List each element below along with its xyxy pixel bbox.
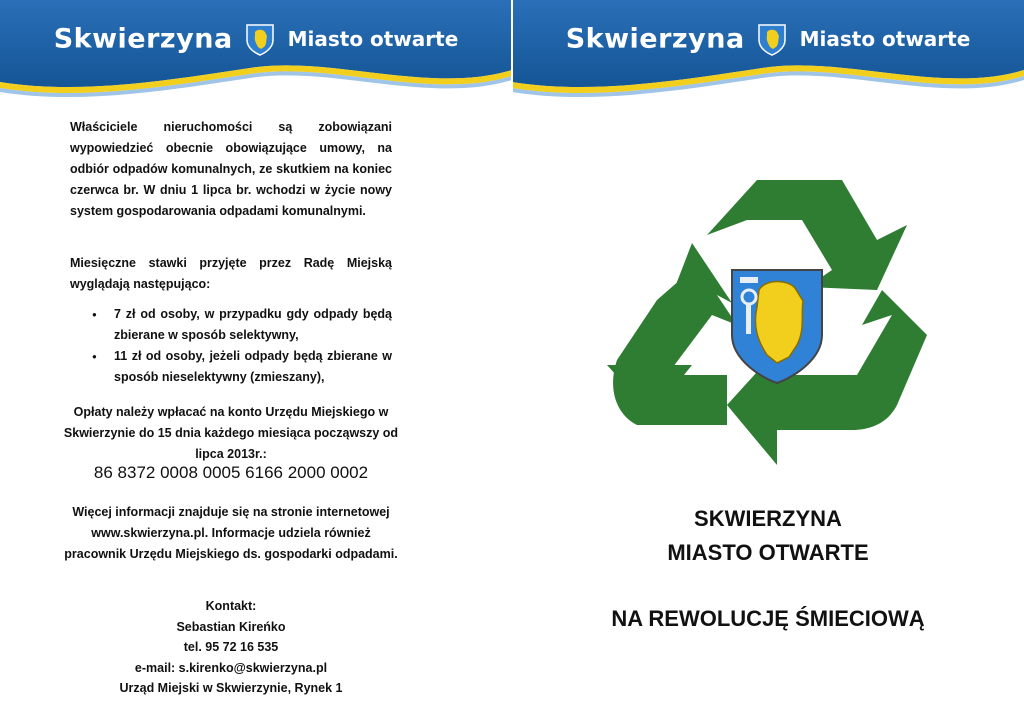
contact-phone: tel. 95 72 16 535 bbox=[183, 640, 279, 654]
banner-motto: Miasto otwarte bbox=[799, 27, 971, 51]
banner-motto: Miasto otwarte bbox=[287, 27, 459, 51]
title-line-1: SKWIERZYNA bbox=[694, 506, 842, 531]
page-divider bbox=[511, 0, 513, 725]
brochure-title bbox=[512, 502, 1024, 570]
coat-of-arms-icon bbox=[732, 270, 822, 383]
right-page bbox=[512, 0, 1024, 725]
banner-title bbox=[512, 22, 1024, 56]
banner-city: Skwierzyna bbox=[53, 23, 233, 55]
list-item: ● 7 zł od osoby, w przypadku gdy odpady będą zbierane w sposób selektywny, bbox=[92, 304, 392, 346]
rates-list bbox=[92, 304, 392, 388]
contact-address: Urząd Miejski w Skwierzynie, Rynek 1 bbox=[119, 681, 343, 695]
payment-paragraph: Opłaty należy wpłacać na konto Urzędu Miejskiego w Skwierzynie do 15 dnia każdego miesiąca począwszy od lipca 2013r.: bbox=[63, 405, 399, 461]
coat-of-arms-icon bbox=[243, 22, 277, 56]
account-number: 86 8372 0008 0005 6166 2000 0002 bbox=[93, 463, 369, 482]
contact-block bbox=[62, 596, 400, 699]
recycle-icon bbox=[607, 175, 927, 475]
contact-heading: Kontakt: bbox=[205, 599, 257, 613]
brochure-subtitle: NA REWOLUCJĘ ŚMIECIOWĄ bbox=[611, 606, 925, 631]
list-item: ● 11 zł od osoby, jeżeli odpady będą zbierane w sposób nieselektywny (zmieszany), bbox=[92, 346, 392, 388]
banner-title bbox=[0, 22, 512, 56]
contact-email: e-mail: s.kirenko@skwierzyna.pl bbox=[134, 660, 328, 675]
intro-paragraph: Właściciele nieruchomości są zobowiązani wypowiedzieć obecnie obowiązujące umowy, na odbiór odpadów komunalnych, ze skutkiem na koniec czerwca br. W dniu 1 lipca br. wchodzi w życie nowy system gospodarowania odpadami komunalnymi. bbox=[70, 120, 392, 218]
title-line-2: MIASTO OTWARTE bbox=[667, 540, 869, 565]
contact-name: Sebastian Kireńko bbox=[176, 619, 286, 634]
info-paragraph: Więcej informacji znajduje się na stronie internetowej www.skwierzyna.pl. Informacje udziela również pracownik Urzędu Miejskiego ds. gospodarki odpadami. bbox=[64, 505, 398, 561]
coat-of-arms-icon bbox=[755, 22, 789, 56]
rates-intro: Miesięczne stawki przyjęte przez Radę Miejską wyglądają następująco: bbox=[70, 256, 392, 291]
banner-city: Skwierzyna bbox=[565, 23, 745, 55]
